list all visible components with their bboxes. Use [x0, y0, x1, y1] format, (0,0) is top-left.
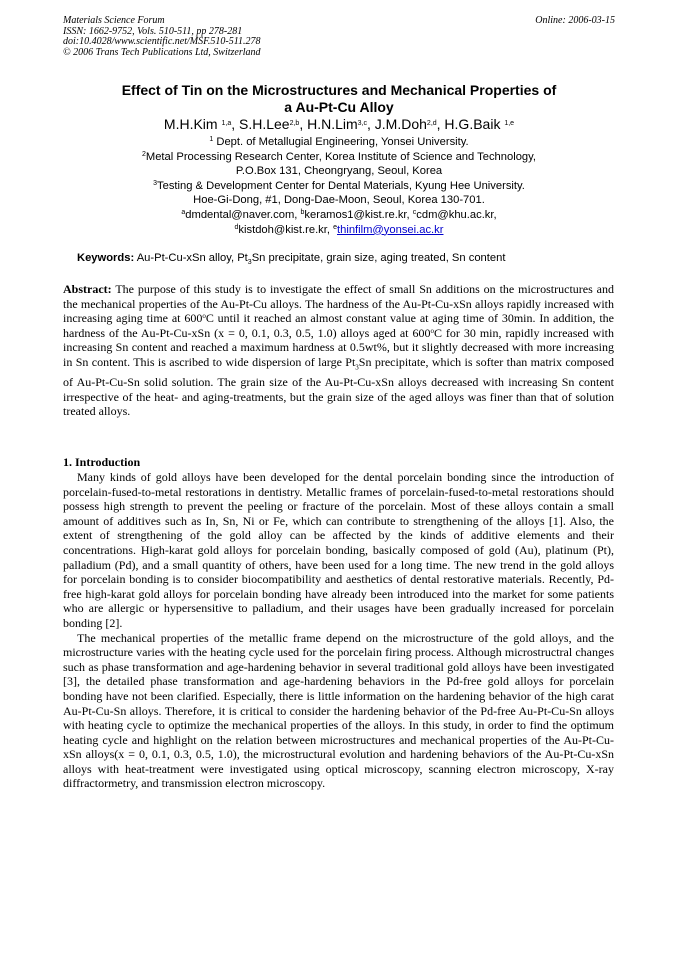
affil-mark: 3	[153, 179, 157, 187]
author-name: , J.M.Doh	[367, 116, 427, 132]
affiliation-2	[63, 150, 615, 165]
email-text: cdm@khu.ac.kr,	[416, 208, 497, 221]
affiliation-2-address: P.O.Box 131, Cheongryang, Seoul, Korea	[235, 165, 443, 178]
degree-mark: o	[202, 312, 206, 321]
section-heading-introduction: 1. Introduction	[63, 455, 141, 469]
introduction-body	[63, 470, 614, 791]
email-mark: a	[181, 208, 186, 216]
abstract-subscript: 3	[355, 363, 359, 372]
email-text: dmdental@naver.com,	[185, 208, 301, 221]
keywords-subscript: 3	[247, 259, 252, 267]
affiliation-3-address: Hoe-Gi-Dong, #1, Dong-Dae-Moon, Seoul, Korea 130-701.	[193, 194, 485, 207]
author-name: , S.H.Lee	[231, 116, 290, 132]
affil-text: Dept. of Metallugial Engineering, Yonsei University.	[213, 136, 469, 148]
author-affil-mark: 2,d	[426, 120, 437, 127]
intro-paragraph-2: The mechanical properties of the metallic frame depend on the microstructure of the gold alloys, and the microstructure varies with the heating cycle used for the porcelain firing process. Although microstructral changes such as phase transformation and age-hardening behavior in several traditional gold alloys have been investigated [3], the detailed phase transformation and age-hardening behaviors in the Pd-free gold alloys for porcelain bonding have not been clarified. Especially, there is little information on the hardening behavior of the high carat Au-Pt-Cu-Sn alloys. Therefore, it is critical to consider the hardening behavior of the Pd-free Au-Pt-Cu-Sn alloys with heating cycle to optimize the mechanical properties of the alloys. In this study, in order to find the optimum heating cycle and highlight on the relation between microstructures and mechanical properties of the Au-Pt-Cu-xSn alloys(x = 0, 0.1, 0.3, 0.5, 1.0), the microstructural evolution and hardening behaviors of the Au-Pt-Cu-xSn alloys with heat-treatment were investigated using optical microscopy, scanning electron microscopy, X-ray diffractormetry, and transmission electron microscopy.	[63, 630, 614, 791]
abstract-text: Sn precipitate, which is softer than matrix composed of Au-Pt-Cu-Sn solid solution. The grain size of the Au-Pt-Cu-xSn alloys decreased with increasing Sn content irrespective of the heat- and aging-treatments, but the grain size of the aged alloys was finer than that of solution treated alloys.	[63, 354, 615, 419]
author-name: , H.G.Baik	[436, 116, 505, 132]
email-text: kistdoh@kist.re.kr,	[238, 223, 334, 236]
author-affil-mark: 1,a	[221, 120, 232, 127]
affil-mark: 1	[209, 136, 214, 143]
abstract-text: The purpose of this study is to investigate the effect of small Sn additions on the microstructures and the mechanical properties of the Au-Pt-Cu alloys. The hardness of the Au-Pt-Cu-xSn alloys rapidly increased with increasing aging time at 600	[63, 282, 614, 326]
intro-paragraph-1: Many kinds of gold alloys have been developed for the dental porcelain bonding since the introduction of porcelain-fused-to-metal restorations in dentistry. Metallic frames of porcelain-fused-to-metal restorations should possess high strength to prevent the peeling or fracture of the porcelain. Most of these alloys contain a small amount of additives such as In, Sn, Ni or Fe, which can contribute to strengthening of the alloys [1]. Also, the extent of strengthening of the gold alloy can be affected by the kinds of additive elements and their concentrations. High-karat gold alloys for porcelain bonding, basically composed of gold (Au), platinum (Pt), palladium (Pd), and a small quantity of others, have been used for a long time. The new trend in the gold alloys for porcelain bonding is to consider biocompatibility and aesthetics of dental restorative materials. Recently, Pd-free high-karat gold alloys for porcelain bonding have already been introduced into the market for some patients who are allergic or hypersensitive to palladium, and their usages have been gradually increased for porcelain bonding [2].	[63, 470, 614, 630]
degree-mark: o	[430, 326, 434, 335]
affil-mark: 2	[141, 150, 146, 158]
title-line-1: Effect of Tin on the Microstructures and Mechanical Properties of	[121, 82, 557, 98]
abstract	[63, 282, 614, 419]
author-list	[63, 116, 615, 133]
copyright-line: © 2006 Trans Tech Publications Ltd, Switzerland	[63, 46, 261, 58]
email-text: keramos1@kist.re.kr,	[304, 208, 413, 221]
author-name: M.H.Kim	[163, 116, 222, 132]
affil-text: Metal Processing Research Center, Korea Institute of Science and Technology,	[145, 150, 537, 163]
affiliations	[63, 135, 615, 237]
email-link[interactable]: thinfilm@yonsei.ac.kr	[337, 223, 444, 236]
affiliation-3	[63, 179, 615, 194]
author-affil-mark: 3,c	[357, 120, 368, 127]
author-name: , H.N.Lim	[299, 116, 358, 132]
keywords-text: Au-Pt-Cu-xSn alloy, Pt	[134, 252, 248, 264]
keywords	[77, 251, 617, 270]
abstract-text: C for 30 min, rapidly increased with increasing Sn content and reached a maximum hardness at 0.5wt%, but it slightly decreased with more increasing in Sn content. This is ascribed to wide dispersion of large Pt	[63, 325, 615, 369]
email-mark: d	[234, 223, 239, 231]
email-line-1	[63, 208, 615, 223]
affiliation-1	[63, 135, 615, 150]
journal-header	[63, 16, 261, 58]
email-line-2	[63, 223, 615, 238]
paper-title	[63, 82, 615, 116]
journal-name: Materials Science Forum	[63, 15, 165, 26]
author-affil-mark: 2,b	[289, 120, 300, 127]
doi-line: doi:10.4028/www.scientific.net/MSF.510-511.278	[63, 36, 261, 48]
email-mark: b	[300, 208, 305, 216]
keywords-label: Keywords:	[77, 252, 135, 264]
online-date: Online: 2006-03-15	[535, 15, 615, 26]
title-line-2: a Au-Pt-Cu Alloy	[284, 99, 394, 115]
affil-text: Testing & Development Center for Dental Materials, Kyung Hee University.	[157, 179, 525, 192]
keywords-text: Sn precipitate, grain size, aging treated, Sn content	[251, 252, 506, 264]
issn-line: ISSN: 1662-9752, Vols. 510-511, pp 278-281	[63, 25, 243, 37]
abstract-label: Abstract:	[63, 282, 112, 296]
abstract-text: C until it reached an almost constant value at aging time of 30min. In addition, the hardness of the Au-Pt-Cu-xSn (x = 0, 0.1, 0.3, 0.5, 1.0) alloys aged at 600	[63, 311, 614, 340]
email-mark: e	[333, 223, 337, 231]
email-mark: c	[412, 208, 417, 216]
author-affil-mark: 1,e	[504, 120, 515, 127]
